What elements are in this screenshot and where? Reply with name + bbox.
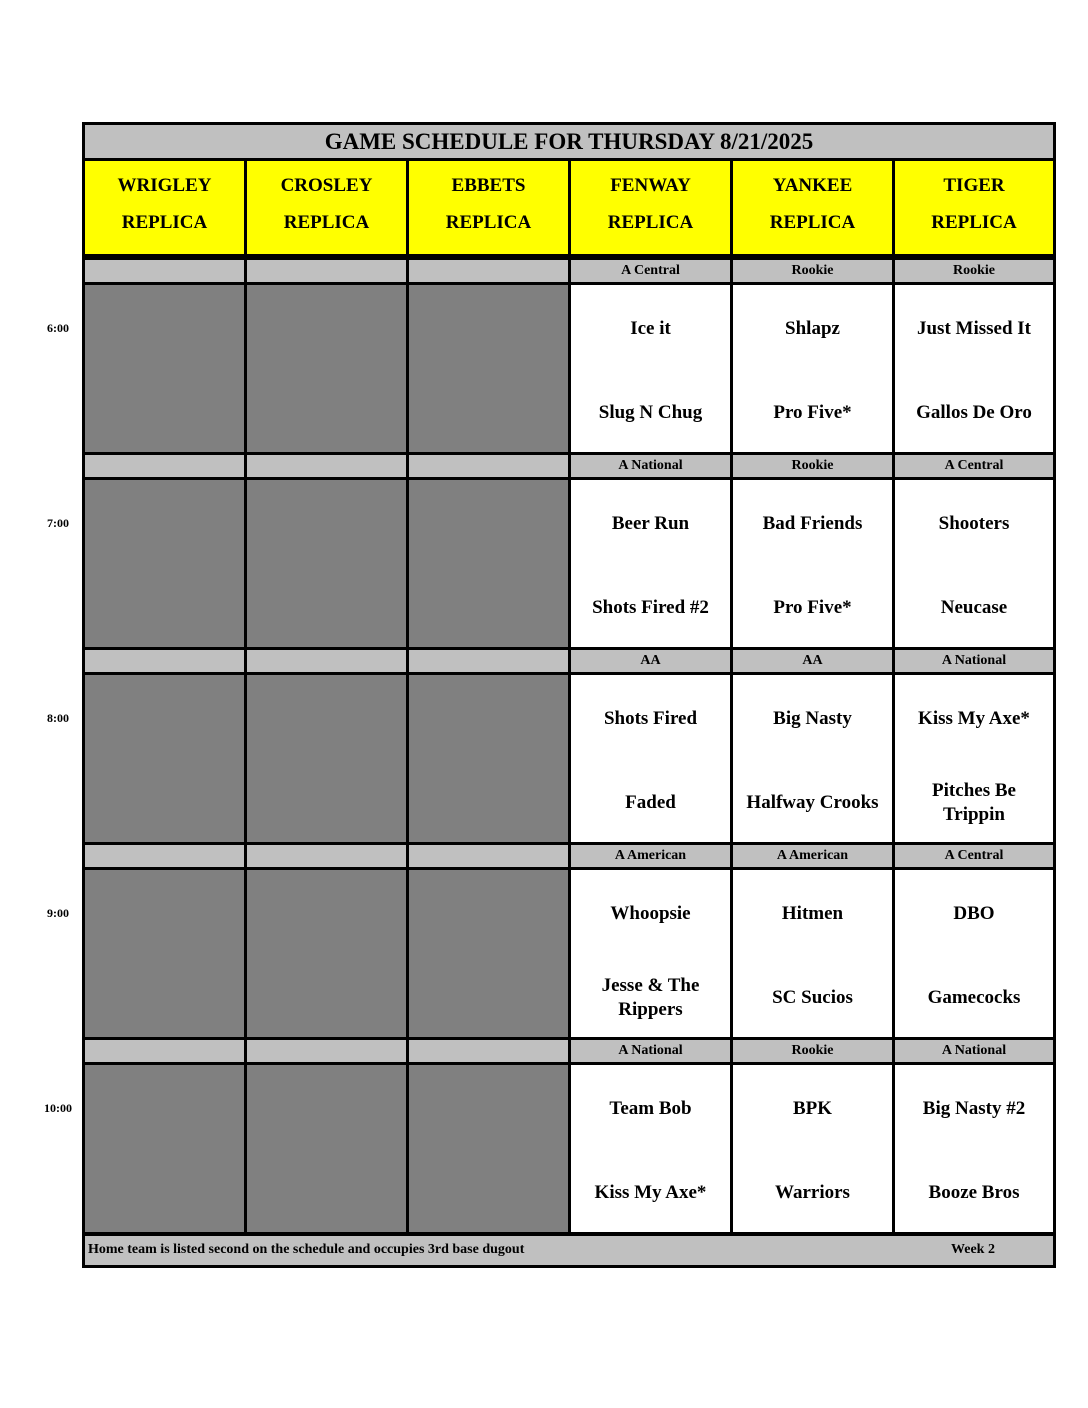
home-team: Gallos De Oro — [916, 402, 1032, 423]
division-label: A National — [895, 650, 1053, 672]
home-team: Gamecocks — [927, 987, 1021, 1008]
division-label: A Central — [895, 845, 1053, 867]
home-team: Neucase — [940, 597, 1008, 618]
division-label: AA — [571, 650, 730, 672]
unused-field-cell — [247, 675, 406, 842]
game-cell — [895, 675, 1053, 842]
division-label: Rookie — [733, 455, 892, 477]
division-label — [247, 455, 406, 477]
field-name: CROSLEY — [280, 175, 373, 196]
division-label — [247, 650, 406, 672]
game-cell — [571, 480, 730, 647]
unused-field-cell — [409, 285, 568, 452]
game-cell — [571, 285, 730, 452]
game-cell — [571, 675, 730, 842]
home-team: Shots Fired #2 — [592, 597, 709, 618]
week-label: Week 2 — [951, 1242, 995, 1257]
unused-field-cell — [85, 285, 244, 452]
home-team: Kiss My Axe* — [594, 1182, 707, 1203]
unused-field-cell — [409, 675, 568, 842]
away-team: DBO — [953, 903, 995, 924]
field-header-fenway — [571, 161, 730, 257]
away-team: Kiss My Axe* — [918, 708, 1030, 729]
away-team: BPK — [792, 1098, 833, 1119]
division-label: A National — [571, 455, 730, 477]
field-sub: REPLICA — [445, 212, 532, 233]
division-label: A Central — [895, 455, 1053, 477]
game-cell — [895, 480, 1053, 647]
time-label: 6:00 — [47, 321, 69, 335]
schedule-table — [82, 122, 1056, 1268]
away-team: Beer Run — [611, 513, 690, 534]
division-label: Rookie — [733, 1040, 892, 1062]
game-cell — [733, 675, 892, 842]
division-label — [409, 455, 568, 477]
field-name: FENWAY — [610, 175, 691, 196]
unused-field-cell — [247, 285, 406, 452]
game-cell — [733, 285, 892, 452]
time-label: 8:00 — [47, 711, 69, 725]
division-label — [247, 260, 406, 282]
game-cell — [895, 285, 1053, 452]
unused-field-cell — [85, 675, 244, 842]
unused-field-cell — [247, 480, 406, 647]
field-header-wrigley — [85, 161, 244, 257]
division-label: A American — [733, 845, 892, 867]
game-cell — [571, 1065, 730, 1232]
home-team: Halfway Crooks — [746, 792, 879, 813]
home-team: Pro Five* — [773, 402, 852, 423]
division-label: AA — [733, 650, 892, 672]
home-team: Warriors — [775, 1182, 850, 1203]
away-team: Bad Friends — [762, 513, 863, 534]
division-label — [247, 1040, 406, 1062]
away-team: Hitmen — [781, 903, 844, 924]
home-team: Pitches Be Trippin — [932, 780, 1016, 825]
away-team: Just Missed It — [916, 318, 1031, 339]
unused-field-cell — [409, 480, 568, 647]
time-label: 10:00 — [44, 1101, 72, 1115]
away-team: Team Bob — [609, 1098, 692, 1119]
field-name: WRIGLEY — [117, 175, 212, 196]
home-team: SC Sucios — [772, 987, 853, 1008]
division-label: A National — [895, 1040, 1053, 1062]
division-label — [85, 260, 244, 282]
division-label: A Central — [571, 260, 730, 282]
division-label — [409, 1040, 568, 1062]
field-name: YANKEE — [772, 175, 853, 196]
division-label — [409, 260, 568, 282]
unused-field-cell — [409, 1065, 568, 1232]
unused-field-cell — [85, 870, 244, 1037]
footer-bar — [85, 1236, 1053, 1265]
division-label: Rookie — [733, 260, 892, 282]
unused-field-cell — [247, 870, 406, 1037]
game-cell — [571, 870, 730, 1037]
field-header-tiger — [895, 161, 1053, 257]
unused-field-cell — [85, 480, 244, 647]
division-label — [409, 650, 568, 672]
time-label: 9:00 — [47, 906, 69, 920]
game-cell — [733, 1065, 892, 1232]
field-header-ebbets — [409, 161, 568, 257]
unused-field-cell — [409, 870, 568, 1037]
unused-field-cell — [247, 1065, 406, 1232]
field-name: TIGER — [943, 175, 1005, 196]
division-label: A National — [571, 1040, 730, 1062]
away-team: Shooters — [938, 513, 1010, 534]
time-label: 7:00 — [47, 516, 69, 530]
field-sub: REPLICA — [769, 212, 856, 233]
away-team: Ice it — [630, 318, 671, 339]
division-label — [85, 845, 244, 867]
division-label — [409, 845, 568, 867]
field-sub: REPLICA — [607, 212, 694, 233]
field-name: EBBETS — [451, 175, 526, 196]
game-cell — [733, 870, 892, 1037]
division-label: Rookie — [895, 260, 1053, 282]
division-label — [85, 1040, 244, 1062]
game-cell — [895, 870, 1053, 1037]
field-sub: REPLICA — [283, 212, 370, 233]
game-cell — [895, 1065, 1053, 1232]
home-team-note: Home team is listed second on the schedule and occupies 3rd base dugout — [88, 1242, 525, 1257]
away-team: Big Nasty — [773, 708, 852, 729]
home-team: Jesse & The Rippers — [601, 975, 700, 1020]
away-team: Shots Fired — [603, 708, 698, 729]
away-team: Whoopsie — [610, 903, 691, 924]
division-label — [247, 845, 406, 867]
division-label: A American — [571, 845, 730, 867]
division-label — [85, 650, 244, 672]
field-header-yankee — [733, 161, 892, 257]
home-team: Pro Five* — [773, 597, 852, 618]
home-team: Faded — [625, 792, 676, 813]
division-label — [85, 455, 244, 477]
field-sub: REPLICA — [121, 212, 208, 233]
home-team: Slug N Chug — [598, 402, 703, 423]
unused-field-cell — [85, 1065, 244, 1232]
home-team: Booze Bros — [928, 1182, 1020, 1203]
away-team: Shlapz — [785, 318, 840, 339]
field-sub: REPLICA — [931, 212, 1017, 233]
away-team: Big Nasty #2 — [922, 1098, 1026, 1119]
schedule-title: GAME SCHEDULE FOR THURSDAY 8/21/2025 — [85, 125, 1053, 161]
field-header-crosley — [247, 161, 406, 257]
game-cell — [733, 480, 892, 647]
